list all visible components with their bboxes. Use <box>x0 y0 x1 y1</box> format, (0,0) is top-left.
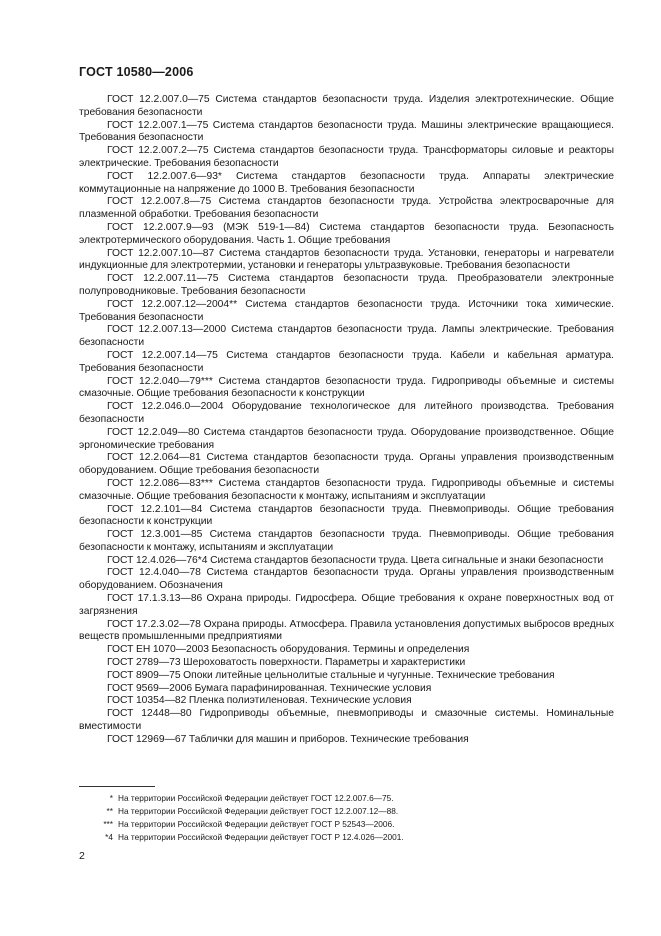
reference-item: ГОСТ 12.2.007.2—75 Система стандартов безопасности труда. Трансформаторы силовые и реакторы электрические. Требования безопасности <box>79 145 614 169</box>
reference-item: ГОСТ 12.4.040—78 Система стандартов безопасности труда. Органы управления производственным оборудованием. Обозначения <box>79 567 614 592</box>
reference-item: ГОСТ ЕН 1070—2003 Безопасность оборудования. Термины и определения <box>107 644 470 656</box>
reference-item: ГОСТ 17.2.3.02—78 Охрана природы. Атмосфера. Правила установления допустимых выбросов вредных веществ промышленными предприятиями <box>79 618 614 643</box>
reference-item: ГОСТ 12.4.026—76*4 Система стандартов безопасности труда. Цвета сигнальные и знаки безопасности <box>107 554 604 566</box>
reference-item: ГОСТ 12.2.101—84 Система стандартов безопасности труда. Пневмоприводы. Общие требования безопасности к конструкции <box>79 503 614 528</box>
reference-item: ГОСТ 12.2.007.8—75 Система стандартов безопасности труда. Устройства электросварочные для плазменной обработки. Требования безопасности <box>79 196 614 221</box>
footnote-text: На территории Российской Федерации действует ГОСТ Р 52543—2006. <box>118 819 395 829</box>
reference-item: ГОСТ 12.2.049—80 Система стандартов безопасности труда. Оборудование производственное. Общие эргономические требования <box>79 426 614 451</box>
reference-item: ГОСТ 12.2.040—79*** Система стандартов безопасности труда. Гидроприводы объемные и системы смазочные. Общие требования безопасности к конструкции <box>79 375 614 400</box>
reference-item: ГОСТ 12.2.007.1—75 Система стандартов безопасности труда. Машины электрические вращающиеся. Требования безопасности <box>79 119 614 144</box>
reference-item: ГОСТ 12.2.007.6—93* Система стандартов безопасности труда. Аппараты электрические коммутационные на напряжение до 1000 В. Требования безопасности <box>79 170 614 195</box>
reference-item: ГОСТ 8909—75 Опоки литейные цельнолитые стальные и чугунные. Технические требования <box>107 669 555 681</box>
reference-item: ГОСТ 12.2.007.10—87 Система стандартов безопасности труда. Установки, генераторы и нагреватели индукционные для электротермии, установки и генераторы ультразвуковые. Требования безопасности <box>79 247 614 272</box>
reference-item: ГОСТ 12448—80 Гидроприводы объемные, пневмоприводы и смазочные системы. Номинальные вместимости <box>79 708 614 733</box>
footnote <box>79 831 614 844</box>
footnote-separator <box>79 786 155 787</box>
footnote-text: На территории Российской Федерации действует ГОСТ 12.2.007.6—75. <box>118 793 394 803</box>
footnote <box>79 818 614 831</box>
reference-item: ГОСТ 12.3.001—85 Система стандартов безопасности труда. Пневмоприводы. Общие требования безопасности к монтажу, испытаниям и эксплуатации <box>79 529 614 553</box>
reference-item: ГОСТ 12.2.007.11—75 Система стандартов безопасности труда. Преобразователи электронные полупроводниковые. Требования безопасности <box>79 273 614 297</box>
normative-references-list <box>79 94 614 747</box>
reference-item: ГОСТ 17.1.3.13—86 Охрана природы. Гидросфера. Общие требования к охране поверхностных вод от загрязнения <box>79 593 614 617</box>
page-header: ГОСТ 10580—2006 <box>79 65 194 79</box>
footnote-text: На территории Российской Федерации действует ГОСТ 12.2.007.12—88. <box>118 806 399 816</box>
reference-item: ГОСТ 2789—73 Шероховатость поверхности. Параметры и характеристики <box>107 657 466 669</box>
footnotes <box>79 792 614 844</box>
footnote <box>79 805 614 818</box>
footnote-text: На территории Российской Федерации действует ГОСТ Р 12.4.026—2001. <box>118 832 404 842</box>
reference-item: ГОСТ 9569—2006 Бумага парафинированная. Технические условия <box>107 682 432 694</box>
reference-item: ГОСТ 12.2.007.9—93 (МЭК 519-1—84) Система стандартов безопасности труда. Безопасность электротермического оборудования. Часть 1. Общие требования <box>79 221 614 246</box>
page-number: 2 <box>79 850 85 862</box>
reference-item: ГОСТ 12.2.007.0—75 Система стандартов безопасности труда. Изделия электротехнические. Общие требования безопасности <box>79 94 614 118</box>
reference-item: ГОСТ 12.2.007.12—2004** Система стандартов безопасности труда. Источники тока химические. Требования безопасности <box>79 298 614 323</box>
footnote-mark: *** <box>103 819 113 829</box>
reference-item: ГОСТ 12969—67 Таблички для машин и приборов. Технические требования <box>107 733 469 745</box>
footnote-mark: ** <box>106 806 113 816</box>
footnote-mark: * <box>109 793 113 803</box>
reference-item: ГОСТ 10354—82 Пленка полиэтиленовая. Технические условия <box>107 695 412 707</box>
reference-item: ГОСТ 12.2.007.13—2000 Система стандартов безопасности труда. Лампы электрические. Требования безопасности <box>79 324 614 349</box>
reference-item: ГОСТ 12.2.086—83*** Система стандартов безопасности труда. Гидроприводы объемные и системы смазочные. Общие требования безопасности к монтажу, испытаниям и эксплуатации <box>79 477 614 502</box>
reference-item: ГОСТ 12.2.046.0—2004 Оборудование технологическое для литейного производства. Требования безопасности <box>79 401 614 425</box>
reference-item: ГОСТ 12.2.064—81 Система стандартов безопасности труда. Органы управления производственным оборудованием. Общие требования безопасности <box>79 452 614 477</box>
footnote <box>79 792 614 805</box>
reference-item: ГОСТ 12.2.007.14—75 Система стандартов безопасности труда. Кабели и кабельная арматура. Требования безопасности <box>79 349 614 374</box>
footnote-mark: *4 <box>105 832 113 842</box>
